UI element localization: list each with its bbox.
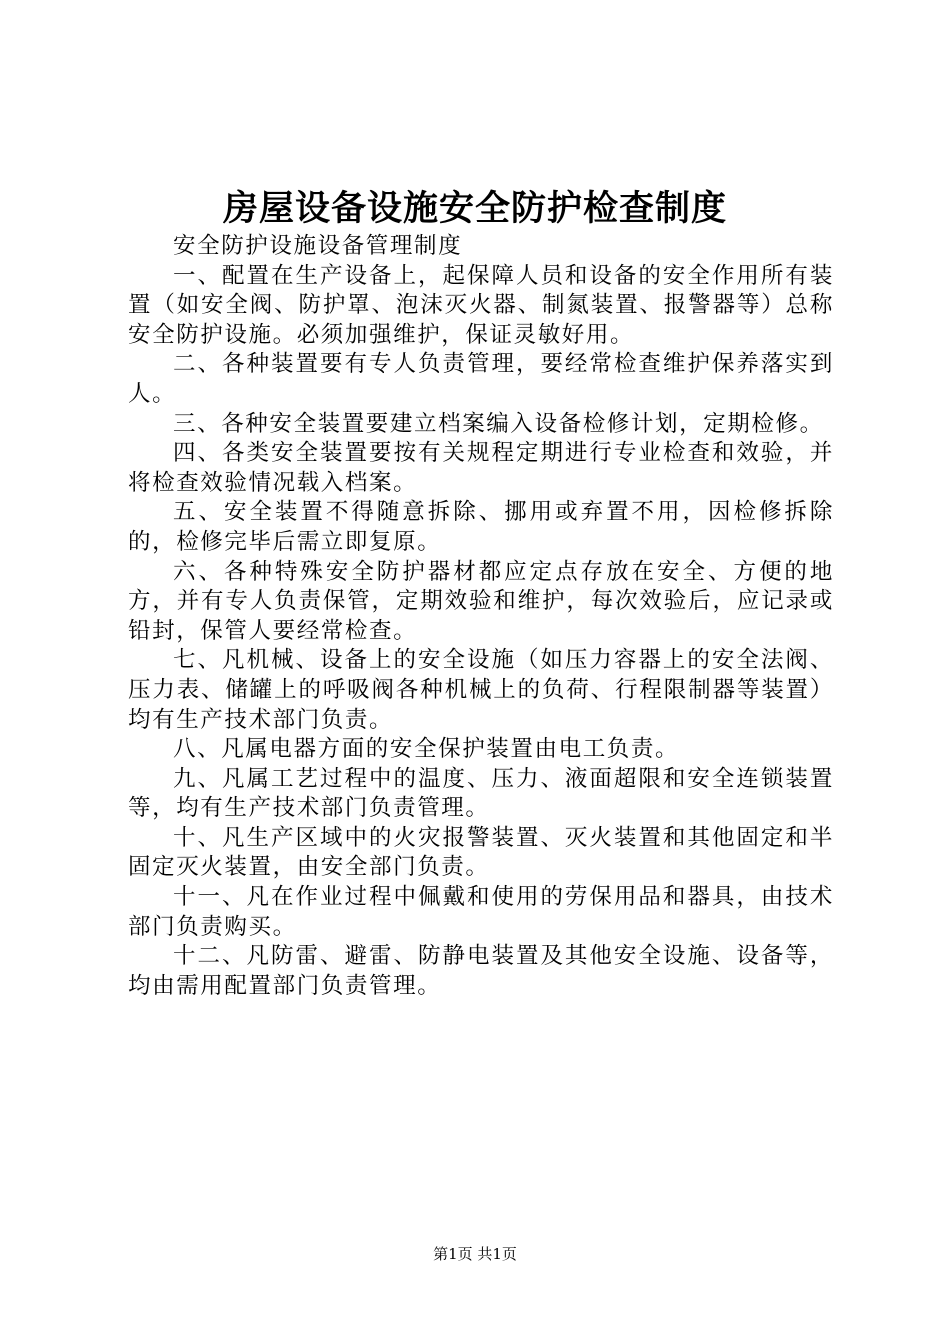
paragraph-item-10: 十、凡生产区域中的火灾报警装置、灭火装置和其他固定和半固定灭火装置，由安全部门负责。 bbox=[128, 824, 834, 881]
paragraph-item-6: 六、各种特殊安全防护器材都应定点存放在安全、方便的地方，并有专人负责保管，定期效验和维护，每次效验后，应记录或铅封，保管人要经常检查。 bbox=[128, 558, 834, 644]
document-body bbox=[128, 232, 834, 1001]
paragraph-item-1: 一、配置在生产设备上，起保障人员和设备的安全作用所有装置（如安全阀、防护罩、泡沫灭火器、制氮装置、报警器等）总称安全防护设施。必须加强维护，保证灵敏好用。 bbox=[128, 262, 834, 348]
paragraph-item-5: 五、安全装置不得随意拆除、挪用或弃置不用，因检修拆除的，检修完毕后需立即复原。 bbox=[128, 499, 834, 555]
document-title: 房屋设备设施安全防护检查制度 bbox=[222, 188, 727, 229]
page-footer bbox=[0, 1244, 950, 1264]
paragraph-item-12: 十二、凡防雷、避雷、防静电装置及其他安全设施、设备等，均由需用配置部门负责管理。 bbox=[128, 943, 834, 999]
page-number: 第1页 共1页 bbox=[433, 1245, 517, 1263]
paragraph-item-8: 八、凡属电器方面的安全保护装置由电工负责。 bbox=[173, 736, 680, 763]
paragraph-subtitle: 安全防护设施设备管理制度 bbox=[173, 233, 463, 259]
paragraph-item-2: 二、各种装置要有专人负责管理，要经常检查维护保养落实到人。 bbox=[128, 351, 834, 407]
paragraph-item-4: 四、各类安全装置要按有关规程定期进行专业检查和效验，并将检查效验情况载入档案。 bbox=[128, 440, 834, 496]
paragraph-item-11: 十一、凡在作业过程中佩戴和使用的劳保用品和器具，由技术部门负责购买。 bbox=[128, 884, 834, 940]
paragraph-item-9: 九、凡属工艺过程中的温度、压力、液面超限和安全连锁装置等，均有生产技术部门负责管理。 bbox=[128, 765, 834, 822]
paragraph-item-7: 七、凡机械、设备上的安全设施（如压力容器上的安全法阀、压力表、储罐上的呼吸阀各种机械上的负荷、行程限制器等装置）均有生产技术部门负责。 bbox=[128, 647, 834, 733]
paragraph-item-3: 三、各种安全装置要建立档案编入设备检修计划，定期检修。 bbox=[173, 410, 824, 437]
